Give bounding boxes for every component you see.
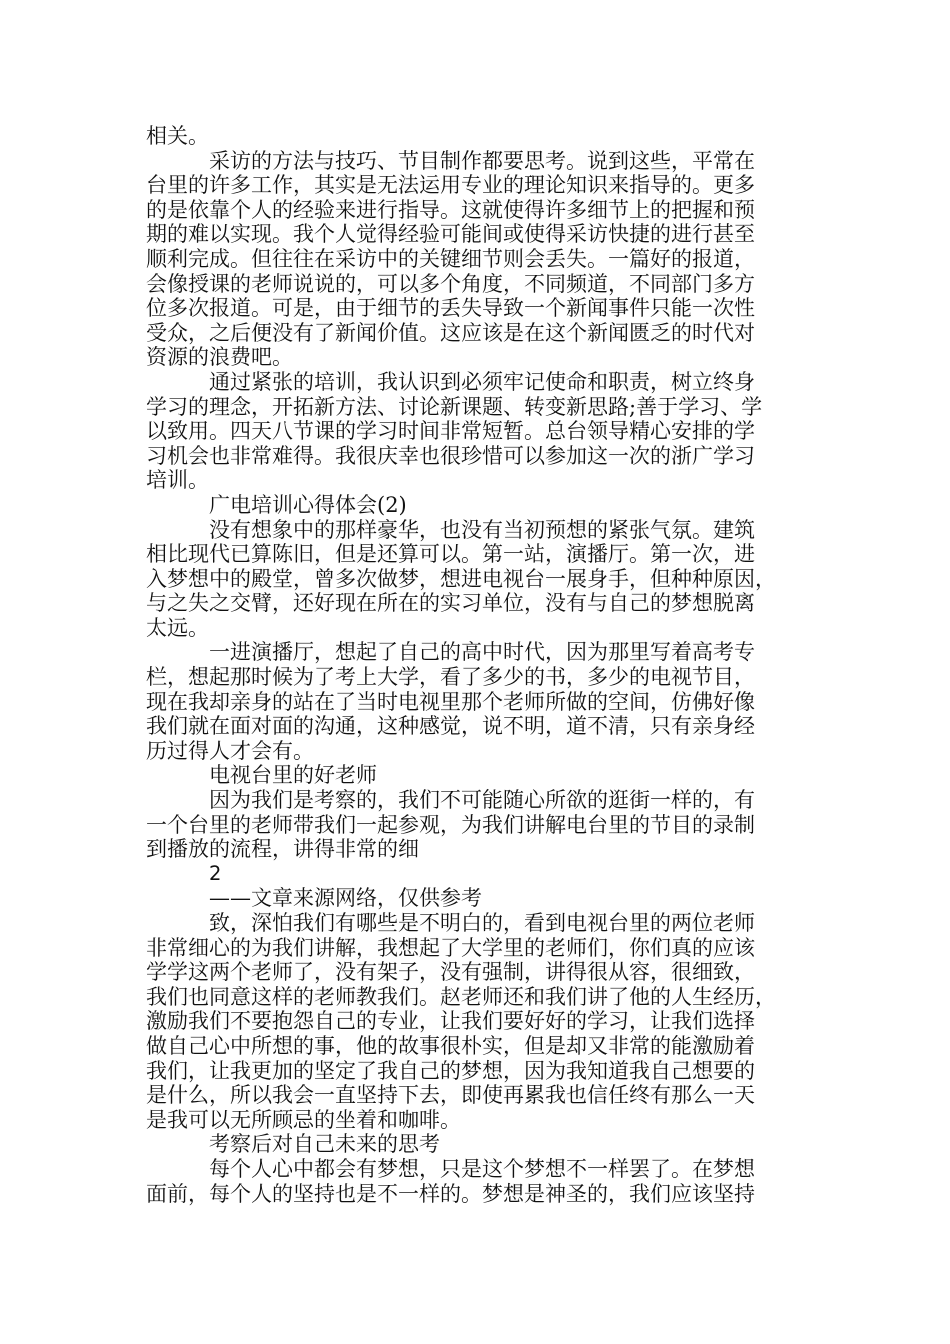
text-line: ——文章来源网络，仅供参考 bbox=[209, 886, 482, 911]
text-line: 是我可以无所顾忌的坐着和咖啡。 bbox=[146, 1107, 461, 1132]
text-line: 我们就在面对面的沟通，这种感觉，说不明，道不清，只有亲身经 bbox=[146, 714, 755, 739]
text-line: 因为我们是考察的，我们不可能随心所欲的逛街一样的，有 bbox=[209, 788, 755, 813]
text-line: 栏，想起那时候为了考上大学，看了多少的书，多少的电视节目， bbox=[146, 665, 755, 690]
body-text bbox=[146, 124, 810, 1206]
text-line: 致，深怕我们有哪些是不明白的，看到电视台里的两位老师 bbox=[209, 911, 755, 935]
text-line: 采访的方法与技巧、节目制作都要思考。说到这些，平常在 bbox=[209, 148, 755, 173]
text-line: 培训。 bbox=[146, 468, 209, 493]
text-line: 期的难以实现。我个人觉得经验可能间或使得采访快捷的进行甚至 bbox=[146, 222, 755, 247]
text-line: 我们也同意这样的老师教我们。赵老师还和我们讲了他的人生经历， bbox=[146, 984, 776, 1009]
text-line: 学学这两个老师了，没有架子，没有强制，讲得很从容，很细致， bbox=[146, 960, 755, 985]
text-line: 太远。 bbox=[146, 615, 209, 640]
text-line: 会像授课的老师说说的，可以多个角度，不同频道，不同部门多方 bbox=[146, 271, 755, 296]
text-line: 习机会也非常难得。我很庆幸也很珍惜可以参加这一次的浙广学习 bbox=[146, 443, 755, 468]
text-line: 非常细心的为我们讲解，我想起了大学里的老师们，你们真的应该 bbox=[146, 935, 755, 960]
text-line: 通过紧张的培训，我认识到必须牢记使命和职责，树立终身 bbox=[209, 369, 755, 394]
text-line: 以致用。四天八节课的学习时间非常短暂。总台领导精心安排的学 bbox=[146, 419, 755, 444]
text-line: 一进演播厅，想起了自己的高中时代，因为那里写着高考专 bbox=[209, 640, 755, 665]
text-line: 与之失之交臂，还好现在所在的实习单位，没有与自己的梦想脱离 bbox=[146, 591, 755, 616]
text-line: 到播放的流程，讲得非常的细 bbox=[146, 837, 419, 862]
text-line: 我们，让我更加的坚定了我自己的梦想，因为我知道我自己想要的 bbox=[146, 1058, 755, 1083]
text-line: 考察后对自己未来的思考 bbox=[209, 1132, 440, 1157]
text-line: 没有想象中的那样豪华，也没有当初预想的紧张气氛。建筑 bbox=[209, 517, 755, 542]
text-line: 台里的许多工作，其实是无法运用专业的理论知识来指导的。更多 bbox=[146, 173, 755, 198]
text-line: 相关。 bbox=[146, 124, 209, 148]
text-line: 位多次报道。可是，由于细节的丢失导致一个新闻事件只能一次性 bbox=[146, 296, 755, 321]
text-line: 广电培训心得体会(2) bbox=[209, 492, 407, 517]
text-line: 资源的浪费吧。 bbox=[146, 345, 293, 370]
text-line: 2 bbox=[209, 861, 222, 885]
text-line: 相比现代已算陈旧，但是还算可以。第一站，演播厅。第一次，进 bbox=[146, 542, 755, 567]
text-line: 每个人心中都会有梦想，只是这个梦想不一样罢了。在梦想 bbox=[209, 1156, 755, 1181]
text-line: 一个台里的老师带我们一起参观，为我们讲解电台里的节目的录制 bbox=[146, 812, 755, 837]
text-line: 电视台里的好老师 bbox=[209, 763, 377, 788]
text-line: 现在我却亲身的站在了当时电视里那个老师所做的空间，仿佛好像 bbox=[146, 689, 755, 714]
text-line: 是什么，所以我会一直坚持下去，即使再累我也信任终有那么一天 bbox=[146, 1083, 755, 1108]
text-line: 激励我们不要抱怨自己的专业，让我们要好好的学习，让我们选择 bbox=[146, 1009, 755, 1034]
text-line: 做自己心中所想的事，他的故事很朴实，但是却又非常的能激励着 bbox=[146, 1033, 755, 1058]
text-line: 学习的理念，开拓新方法、讨论新课题、转变新思路;善于学习、学 bbox=[146, 394, 763, 419]
text-line: 面前，每个人的坚持也是不一样的。梦想是神圣的，我们应该坚持 bbox=[146, 1181, 755, 1206]
text-line: 受众，之后便没有了新闻价值。这应该是在这个新闻匮乏的时代对 bbox=[146, 320, 755, 345]
text-line: 顺利完成。但往往在采访中的关键细节则会丢失。一篇好的报道， bbox=[146, 246, 755, 271]
text-line: 入梦想中的殿堂，曾多次做梦，想进电视台一展身手，但种种原因， bbox=[146, 566, 776, 591]
text-line: 历过得人才会有。 bbox=[146, 738, 314, 763]
text-line: 的是依靠个人的经验来进行指导。这就使得许多细节上的把握和预 bbox=[146, 197, 755, 222]
